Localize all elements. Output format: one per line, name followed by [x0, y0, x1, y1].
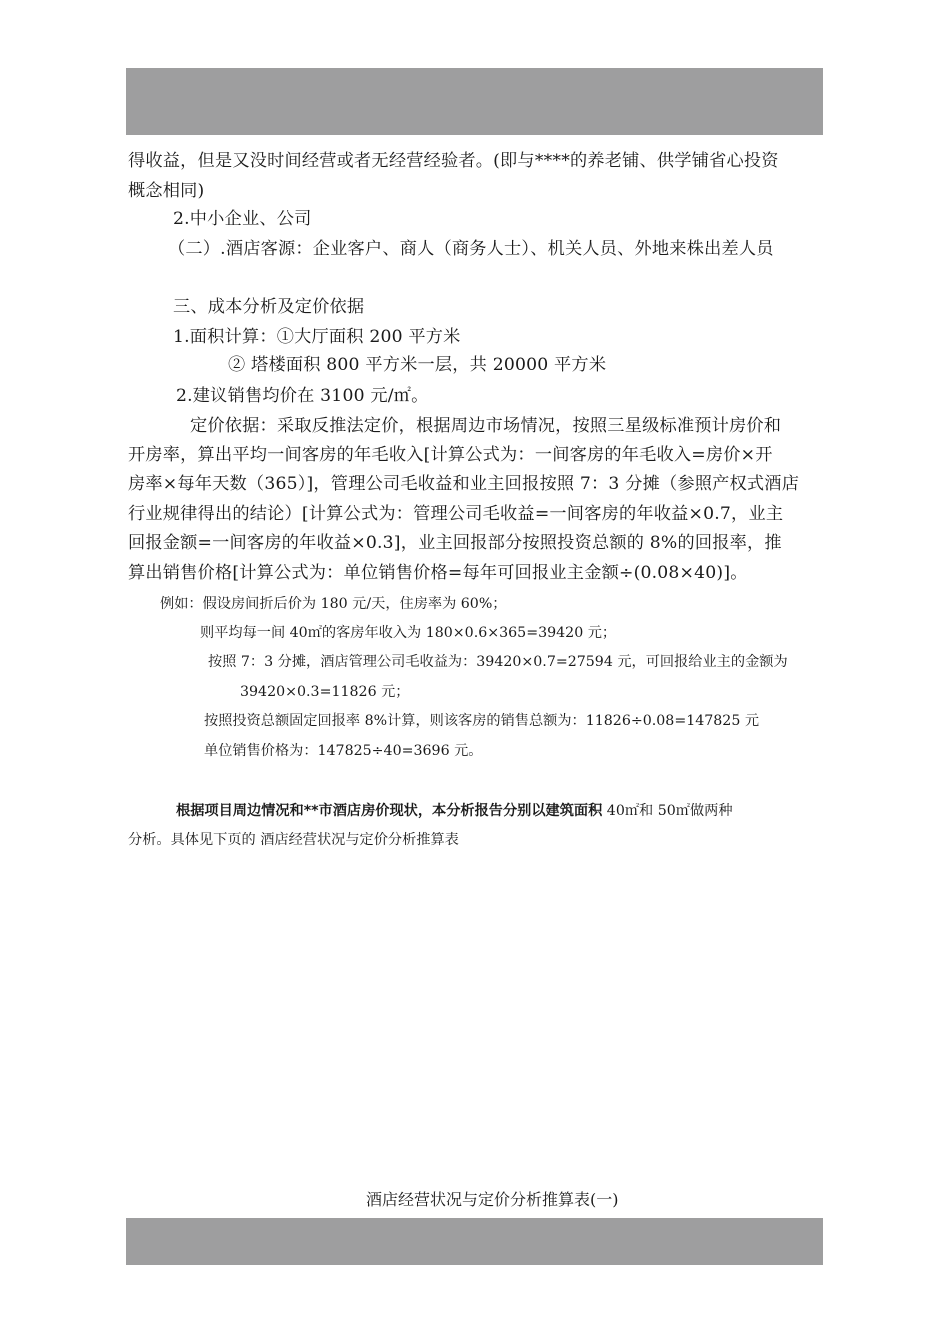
summary-rest-text: 40㎡和 50㎡做两种: [602, 803, 733, 819]
summary-line: 分析。具体见下页的 酒店经营状况与定价分析推算表: [128, 832, 459, 848]
example-line: 例如：假设房间折后价为 180 元/天，住房率为 60%；: [160, 596, 507, 612]
basis-line: 回报金额=一间客房的年收益×0.3]，业主回报部分按照投资总额的 8%的回报率，推: [128, 533, 782, 553]
example-line: 39420×0.3=11826 元；: [240, 684, 410, 700]
area-line: ② 塔楼面积 800 平方米一层，共 20000 平方米: [228, 355, 607, 375]
footer-gray-bar: [126, 1218, 823, 1265]
example-line: 按照投资总额固定回报率 8%计算，则该客房的销售总额为：11826÷0.08=147825 元: [204, 713, 760, 729]
list-item: 2.中小企业、公司: [173, 209, 312, 229]
basis-line: 算出销售价格[计算公式为：单位销售价格=每年可回报业主金额÷(0.08×40)]。: [128, 563, 748, 583]
paragraph-line: 概念相同): [128, 181, 205, 201]
basis-line: 定价依据：采取反推法定价，根据周边市场情况，按照三星级标准预计房价和: [190, 416, 782, 436]
example-line: 则平均每一间 40㎡的客房年收入为 180×0.6×365=39420 元；: [200, 625, 617, 641]
example-line: 按照 7：3 分摊，酒店管理公司毛收益为：39420×0.7=27594 元，可回报给业主的金额为: [208, 654, 788, 670]
basis-line: 房率×每年天数（365）]，管理公司毛收益和业主回报按照 7：3 分摊（参照产权式酒店: [128, 474, 800, 494]
example-line: 单位销售价格为：147825÷40=3696 元。: [204, 743, 483, 759]
section-heading: 三、成本分析及定价依据: [173, 297, 365, 317]
summary-line: [176, 800, 733, 820]
summary-bold-text: 根据项目周边情况和**市酒店房价现状，本分析报告分别以建筑面积: [176, 803, 603, 819]
suggested-price-line: 2.建议销售均价在 3100 元/㎡。: [176, 386, 429, 406]
paragraph-line: 得收益，但是又没时间经营或者无经营经验者。(即与****的养老铺、供学铺省心投资: [128, 151, 779, 171]
area-line: 1.面积计算：①大厅面积 200 平方米: [173, 327, 461, 347]
basis-line: 开房率，算出平均一间客房的年毛收入[计算公式为：一间客房的年毛收入=房价×开: [128, 445, 773, 465]
table-caption: 酒店经营状况与定价分析推算表(一): [366, 1190, 619, 1209]
hotel-source-line: （二）.酒店客源：企业客户、商人（商务人士）、机关人员、外地来株出差人员: [168, 239, 774, 259]
header-gray-bar: [126, 68, 823, 135]
basis-line: 行业规律得出的结论）[计算公式为：管理公司毛收益=一间客房的年收益×0.7，业主: [128, 504, 784, 524]
